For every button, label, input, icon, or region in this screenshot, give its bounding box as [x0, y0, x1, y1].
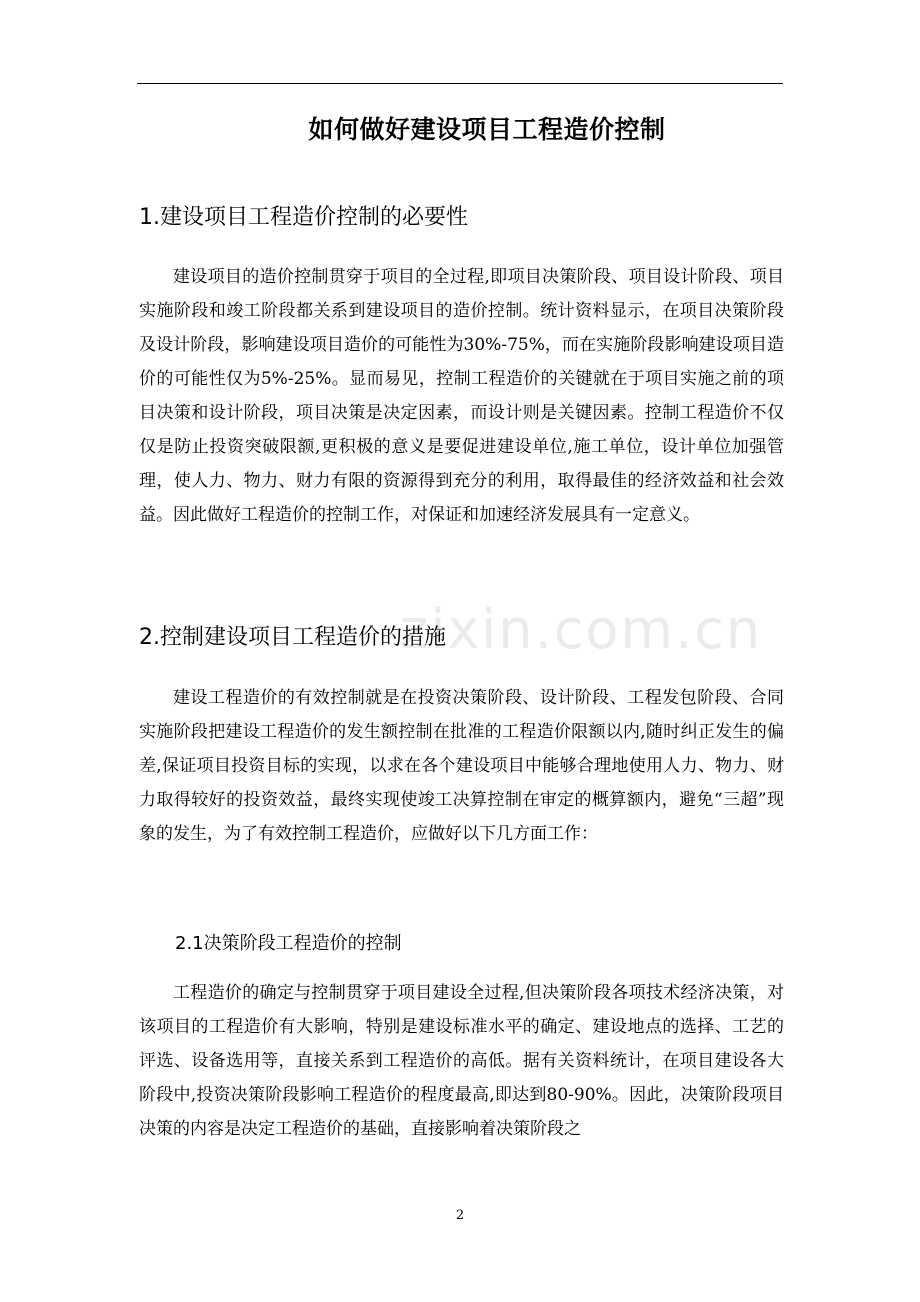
subsection-heading-2-1: 2.1决策阶段工程造价的控制	[175, 933, 402, 954]
subsection-paragraph-2-1: 工程造价的确定与控制贯穿于项目建设全过程,但决策阶段各项技术经济决策，对该项目的工程造价有大影响，特别是建设标准水平的确定、建设地点的选择、工艺的评选、设备选用等，直接关系到工程造价的高低。据有关资料统计，在项目建设各大阶段中,投资决策阶段影响工程造价的程度最高,即达到80-90%。因此，决策阶段项目决策的内容是决定工程造价的基础，直接影响着决策阶段之	[139, 983, 784, 1139]
section-paragraph-2: 建设工程造价的有效控制就是在投资决策阶段、设计阶段、工程发包阶段、合同实施阶段把建设工程造价的发生额控制在批准的工程造价限额以内,随时纠正发生的偏差,保证项目投资目标的实现，以求在各个建设项目中能够合理地使用人力、物力、财力取得较好的投资效益，最终实现使竣工决算控制在审定的概算额内，避免“三超”现象的发生，为了有效控制工程造价，应做好以下几方面工作：	[139, 688, 784, 844]
watermark-text: zixin.com.cn	[400, 598, 763, 661]
section-heading-2: 2.控制建设项目工程造价的措施	[139, 625, 446, 650]
section-paragraph-1: 建设项目的造价控制贯穿于项目的全过程,即项目决策阶段、项目设计阶段、项目实施阶段和竣工阶段都关系到建设项目的造价控制。统计资料显示，在项目决策阶段及设计阶段，影响建设项目造价的可能性为30%-75%，而在实施阶段影响建设项目造价的可能性仅为5%-25%。显而易见，控制工程造价的关键就在于项目实施之前的项目决策和设计阶段，项目决策是决定因素，而设计则是关键因素。控制工程造价不仅仅是防止投资突破限额,更积极的意义是要促进建设单位,施工单位，设计单位加强管理，使人力、物力、财力有限的资源得到充分的利用，取得最佳的经济效益和社会效益。因此做好工程造价的控制工作，对保证和加速经济发展具有一定意义。	[139, 267, 784, 525]
document-title: 如何做好建设项目工程造价控制	[308, 115, 666, 144]
section-heading-1: 1.建设项目工程造价控制的必要性	[139, 205, 468, 230]
page-number: 2	[455, 1208, 465, 1223]
header-rule	[137, 83, 783, 84]
